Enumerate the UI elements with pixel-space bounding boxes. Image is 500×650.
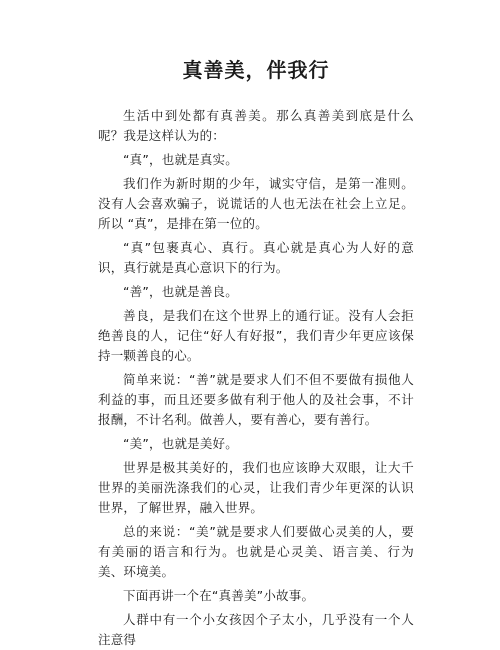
paragraph: “真”，也就是真实。 bbox=[123, 152, 238, 167]
document-title: 真善美，伴我行 bbox=[182, 58, 330, 82]
paragraph: 我们作为新时期的少年，诚实守信，是第一准则。没有人会喜欢骗子，说谎话的人也无法在社会上立足。所以 “真”，是排在第一位的。 bbox=[98, 176, 414, 231]
paragraph: 生活中到处都有真善美。那么真善美到底是什么呢？我是这样认为的： bbox=[98, 108, 414, 143]
paragraph: 简单来说：“善”就是要求人们不但不要做有损他人利益的事，而且还要多做有利于他人的及社会事，不计报酬，不计名利。做善人，要有善心，要有善行。 bbox=[98, 372, 414, 427]
paragraph: 善良，是我们在这个世界上的通行证。没有人会拒绝善良的人，记住“好人有好报”，我们青少年更应该保持一颗善良的心。 bbox=[98, 308, 414, 363]
document-body bbox=[98, 106, 414, 650]
paragraph: 人群中有一个小女孩因个子太小，几乎没有一个人注意得 bbox=[98, 612, 414, 647]
paragraph: 世界是极其美好的，我们也应该睁大双眼，让大千世界的美丽洗涤我们的心灵，让我们青少年更深的认识世界，了解世界，融入世界。 bbox=[98, 460, 414, 515]
paragraph: “真”包裹真心、真行。真心就是真心为人好的意识，真行就是真心意识下的行为。 bbox=[98, 240, 414, 275]
paragraph: “善”，也就是善良。 bbox=[123, 284, 238, 299]
paragraph: “美”，也就是美好。 bbox=[123, 436, 238, 451]
paragraph: 总的来说：“美”就是要求人们要做心灵美的人，要有美丽的语言和行为。也就是心灵美、语言美、行为美、环境美。 bbox=[98, 524, 414, 579]
paragraph: 下面再讲一个在“真善美”小故事。 bbox=[123, 588, 315, 603]
